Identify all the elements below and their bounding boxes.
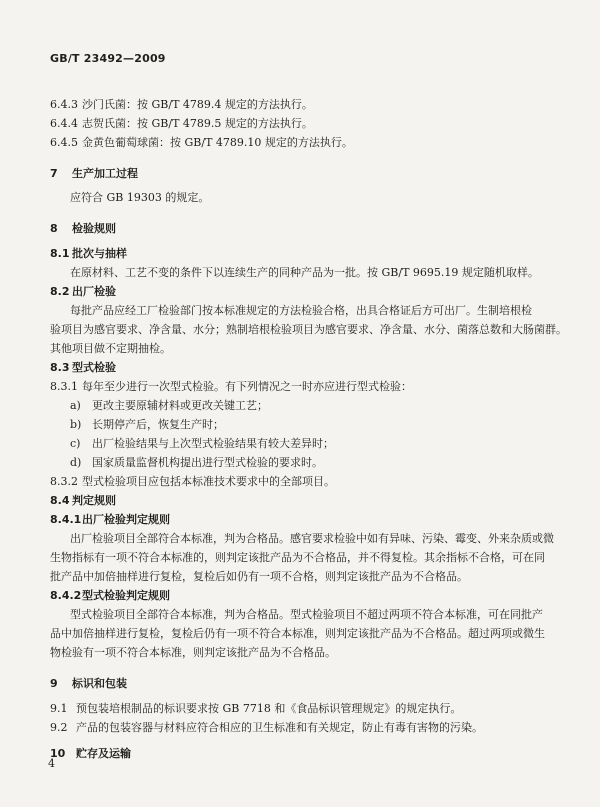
clause-text: 预包装培根制品的标识要求按 GB 7718 和《食品标识管理规定》的规定执行。 xyxy=(76,702,462,715)
clause-text: 批产品中加倍抽样进行复检，复检后如仍有一项不合格，则判定该批产品为不合格品。 xyxy=(50,570,468,583)
clause-number: 8.4 xyxy=(50,494,70,507)
clause-text: 在原材料、工艺不变的条件下以连续生产的同种产品为一批。按 GB/T 9695.19 规定随机取样。 xyxy=(70,266,539,279)
clause-text: 生物指标有一项不符合本标准的，则判定该批产品为不合格品，并不得复检。其余指标不合格，可在同 xyxy=(50,551,545,564)
clause-number: 9.1 xyxy=(50,702,68,715)
clause-number: 8.3 xyxy=(50,361,70,374)
clause-text: 长期停产后，恢复生产时； xyxy=(92,418,224,431)
clause-number: 8 xyxy=(50,222,58,235)
clause-number: 8.3.2 xyxy=(50,475,78,488)
standard-code-header: GB/T 23492—2009 xyxy=(50,52,166,65)
clause-number: 8.4.2 xyxy=(50,589,82,602)
clause-number: 10 xyxy=(50,747,66,760)
clause-number: a) xyxy=(70,399,81,412)
clause-text: 国家质量监督机构提出进行型式检验的要求时。 xyxy=(92,456,323,469)
clause-number: c) xyxy=(70,437,81,450)
clause-text: 产品的包装容器与材料应符合相应的卫生标准和有关规定，防止有毒有害物的污染。 xyxy=(76,721,483,734)
clause-text: 金黄色葡萄球菌：按 GB/T 4789.10 规定的方法执行。 xyxy=(82,136,353,149)
section-heading: 批次与抽样 xyxy=(72,247,127,260)
clause-number: b) xyxy=(70,418,82,431)
clause-number: 7 xyxy=(50,167,58,180)
clause-number: 9 xyxy=(50,677,58,690)
clause-text: 出厂检验结果与上次型式检验结果有较大差异时； xyxy=(92,437,334,450)
clause-number: 9.2 xyxy=(50,721,68,734)
clause-text: 出厂检验项目全部符合本标准，判为合格品。感官要求检验中如有异味、污染、霉变、外来杂质或微 xyxy=(70,532,554,545)
clause-number: 8.1 xyxy=(50,247,70,260)
section-heading: 检验规则 xyxy=(72,222,116,235)
clause-text: 其他项目做不定期抽检。 xyxy=(50,342,171,355)
clause-text: 型式检验项目全部符合本标准，判为合格品。型式检验项目不超过两项不符合本标准，可在同批产 xyxy=(70,608,543,621)
clause-text: 品中加倍抽样进行复检，复检后仍有一项不符合本标准，则判定该批产品为不合格品。超过两项或微生 xyxy=(50,627,545,640)
clause-text: 型式检验项目应包括本标准技术要求中的全部项目。 xyxy=(82,475,335,488)
section-heading: 出厂检验 xyxy=(72,285,116,298)
clause-text: 物检验有一项不符合本标准，则判定该批产品为不合格品。 xyxy=(50,646,336,659)
clause-text: 志贺氏菌：按 GB/T 4789.5 规定的方法执行。 xyxy=(82,117,313,130)
section-heading: 生产加工过程 xyxy=(72,167,138,180)
clause-number: 6.4.3 xyxy=(50,98,78,111)
clause-text: 验项目为感官要求、净含量、水分；熟制培根检验项目为感官要求、净含量、水分、菌落总数和大肠菌群。 xyxy=(50,323,567,336)
section-heading: 判定规则 xyxy=(72,494,116,507)
clause-number: 8.2 xyxy=(50,285,70,298)
clause-text: 每批产品应经工厂检验部门按本标准规定的方法检验合格，出具合格证后方可出厂。生制培根检 xyxy=(70,304,532,317)
clause-text: 沙门氏菌：按 GB/T 4789.4 规定的方法执行。 xyxy=(82,98,313,111)
clause-text: 应符合 GB 19303 的规定。 xyxy=(70,191,210,204)
clause-number: 8.4.1 xyxy=(50,513,82,526)
section-heading: 标识和包装 xyxy=(72,677,127,690)
clause-number: 6.4.4 xyxy=(50,117,78,130)
clause-text: 更改主要原辅材料或更改关键工艺； xyxy=(92,399,268,412)
clause-number: 8.3.1 xyxy=(50,380,78,393)
clause-text: 每年至少进行一次型式检验。有下列情况之一时亦应进行型式检验： xyxy=(82,380,412,393)
section-heading: 型式检验判定规则 xyxy=(82,589,170,602)
section-heading: 贮存及运输 xyxy=(76,747,131,760)
page-number: 4 xyxy=(48,757,55,770)
section-heading: 出厂检验判定规则 xyxy=(82,513,170,526)
clause-number: d) xyxy=(70,456,82,469)
clause-number: 6.4.5 xyxy=(50,136,78,149)
section-heading: 型式检验 xyxy=(72,361,116,374)
